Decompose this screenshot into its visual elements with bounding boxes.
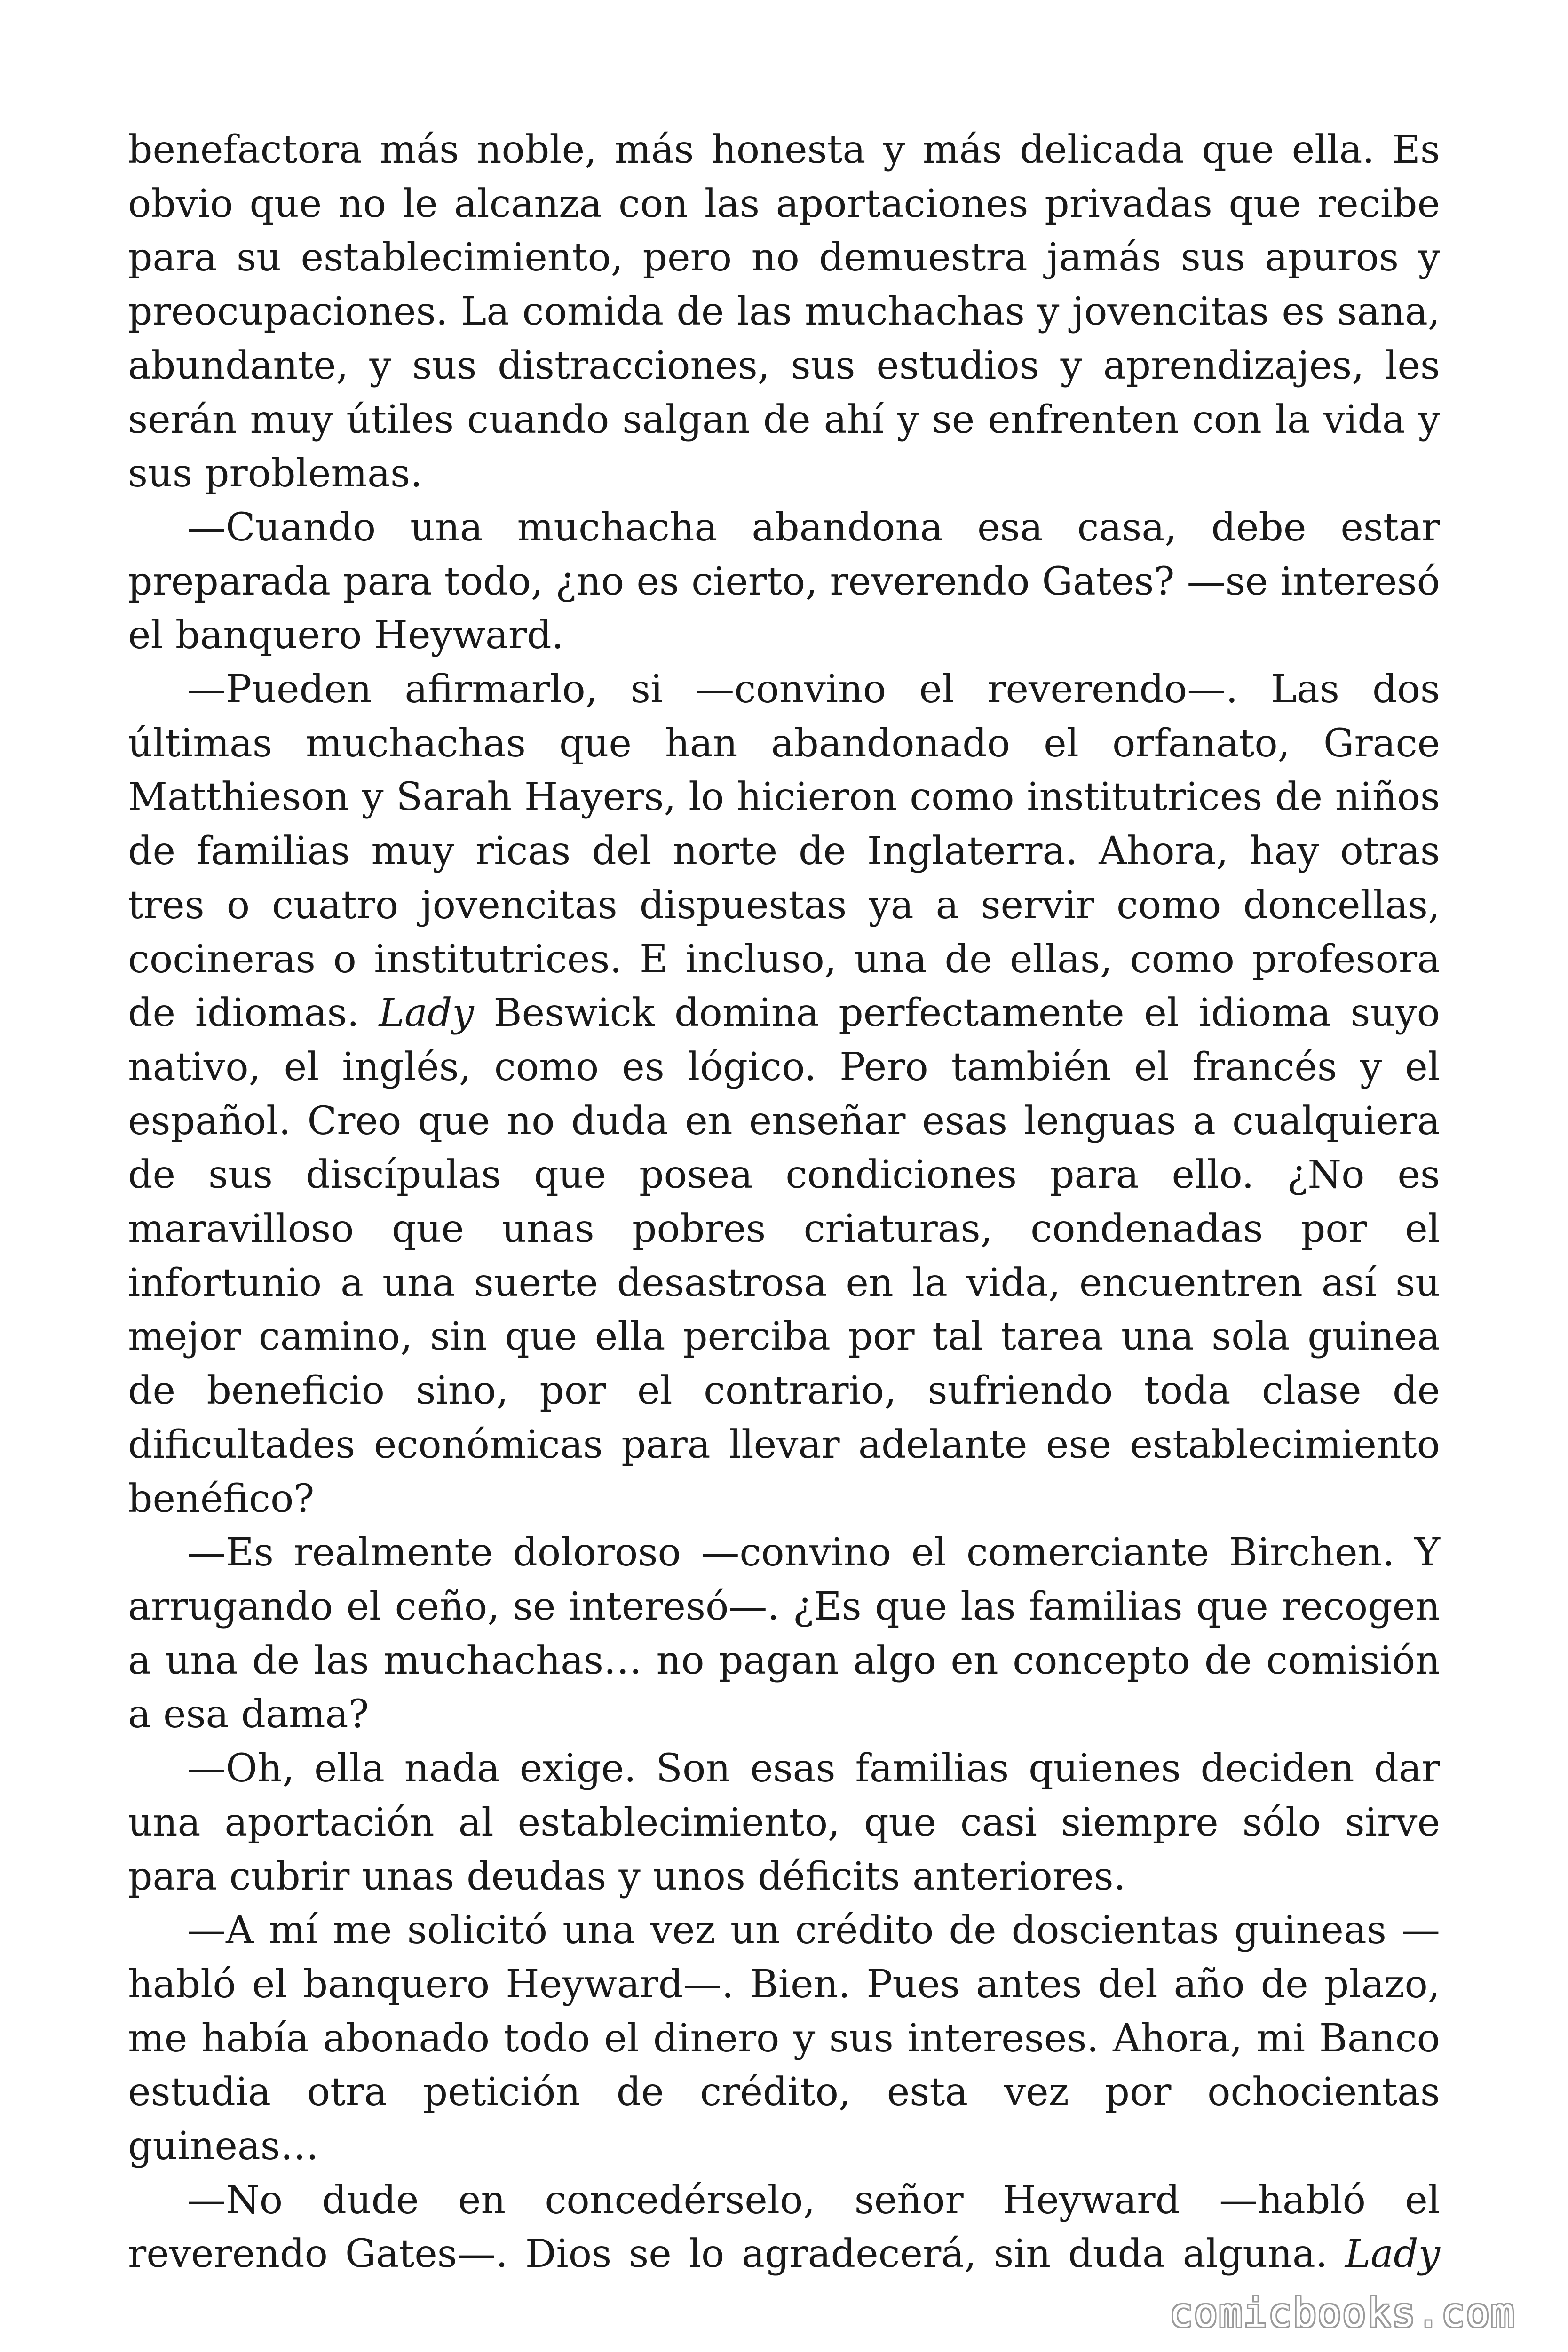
paragraph-6: —A mí me solicitó una vez un crédito de doscientas guineas —habló el banquero Heyward—. Bien. Pues antes del año de plazo, me había abonado todo el dinero y sus intereses. Ahora, mi Banco estudia otra petición de crédito, esta vez por ochocientas guineas… [128, 1908, 1440, 2169]
paragraph-7 [128, 2174, 1440, 2281]
book-page-body [128, 123, 1440, 2281]
paragraph-5: —Oh, ella nada exige. Son esas familias quienes deciden dar una aportación al establecimiento, que casi siempre sólo sirve para cubrir unas deudas y unos déficits anteriores. [128, 1746, 1440, 1899]
paragraph-4: —Es realmente doloroso —convino el comerciante Birchen. Y arrugando el ceño, se interesó—. ¿Es que las familias que recogen a una de las muchachas… no pagan algo en concepto de comisión a esa dama? [128, 1530, 1440, 1737]
paragraph-3-text-b: Beswick domina perfectamente el idioma suyo nativo, el inglés, como es lógico. Pero también el francés y el español. Creo que no duda en enseñar esas lenguas a cualquiera de sus discípulas que posea condiciones para ello. ¿No es maravilloso que unas pobres criaturas, condenadas por el infortunio a una suerte desastrosa en la vida, encuentren así su mejor camino, sin que ella perciba por tal tarea una sola guinea de beneficio sino, por el contrario, sufriendo toda clase de dificultades económicas para llevar adelante ese establecimiento benéfico? [128, 991, 1441, 1521]
paragraph-3-text-a: —Pueden afirmarlo, si —convino el reverendo—. Las dos últimas muchachas que han abandonado el orfanato, Grace Matthieson y Sarah Hayers, lo hicieron como institutrices de niños de familias muy ricas del norte de Inglaterra. Ahora, hay otras tres o cuatro jovencitas dispuestas ya a servir como doncellas, cocineras o institutrices. E incluso, una de ellas, como profesora de idiomas. [128, 667, 1440, 1036]
site-watermark: comicbooks.com [1169, 2290, 1515, 2336]
paragraph-3-italic-lady: Lady [379, 991, 474, 1036]
paragraph-2: —Cuando una muchacha abandona esa casa, debe estar preparada para todo, ¿no es cierto, reverendo Gates? —se interesó el banquero Heyward. [128, 505, 1440, 658]
paragraph-7-italic-lady: Lady [1345, 2232, 1440, 2277]
paragraph-3 [128, 663, 1440, 1526]
paragraph-1: benefactora más noble, más honesta y más delicada que ella. Es obvio que no le alcanza con las aportaciones privadas que recibe para su establecimiento, pero no demuestra jamás sus apuros y preocupaciones. La comida de las muchachas y jovencitas es sana, abundante, y sus distracciones, sus estudios y aprendizajes, les serán muy útiles cuando salgan de ahí y se enfrenten con la vida y sus problemas. [128, 127, 1440, 496]
paragraph-7-text: —No dude en concedérselo, señor Heyward —habló el reverendo Gates—. Dios se lo agradecerá, sin duda alguna. [128, 2177, 1440, 2277]
